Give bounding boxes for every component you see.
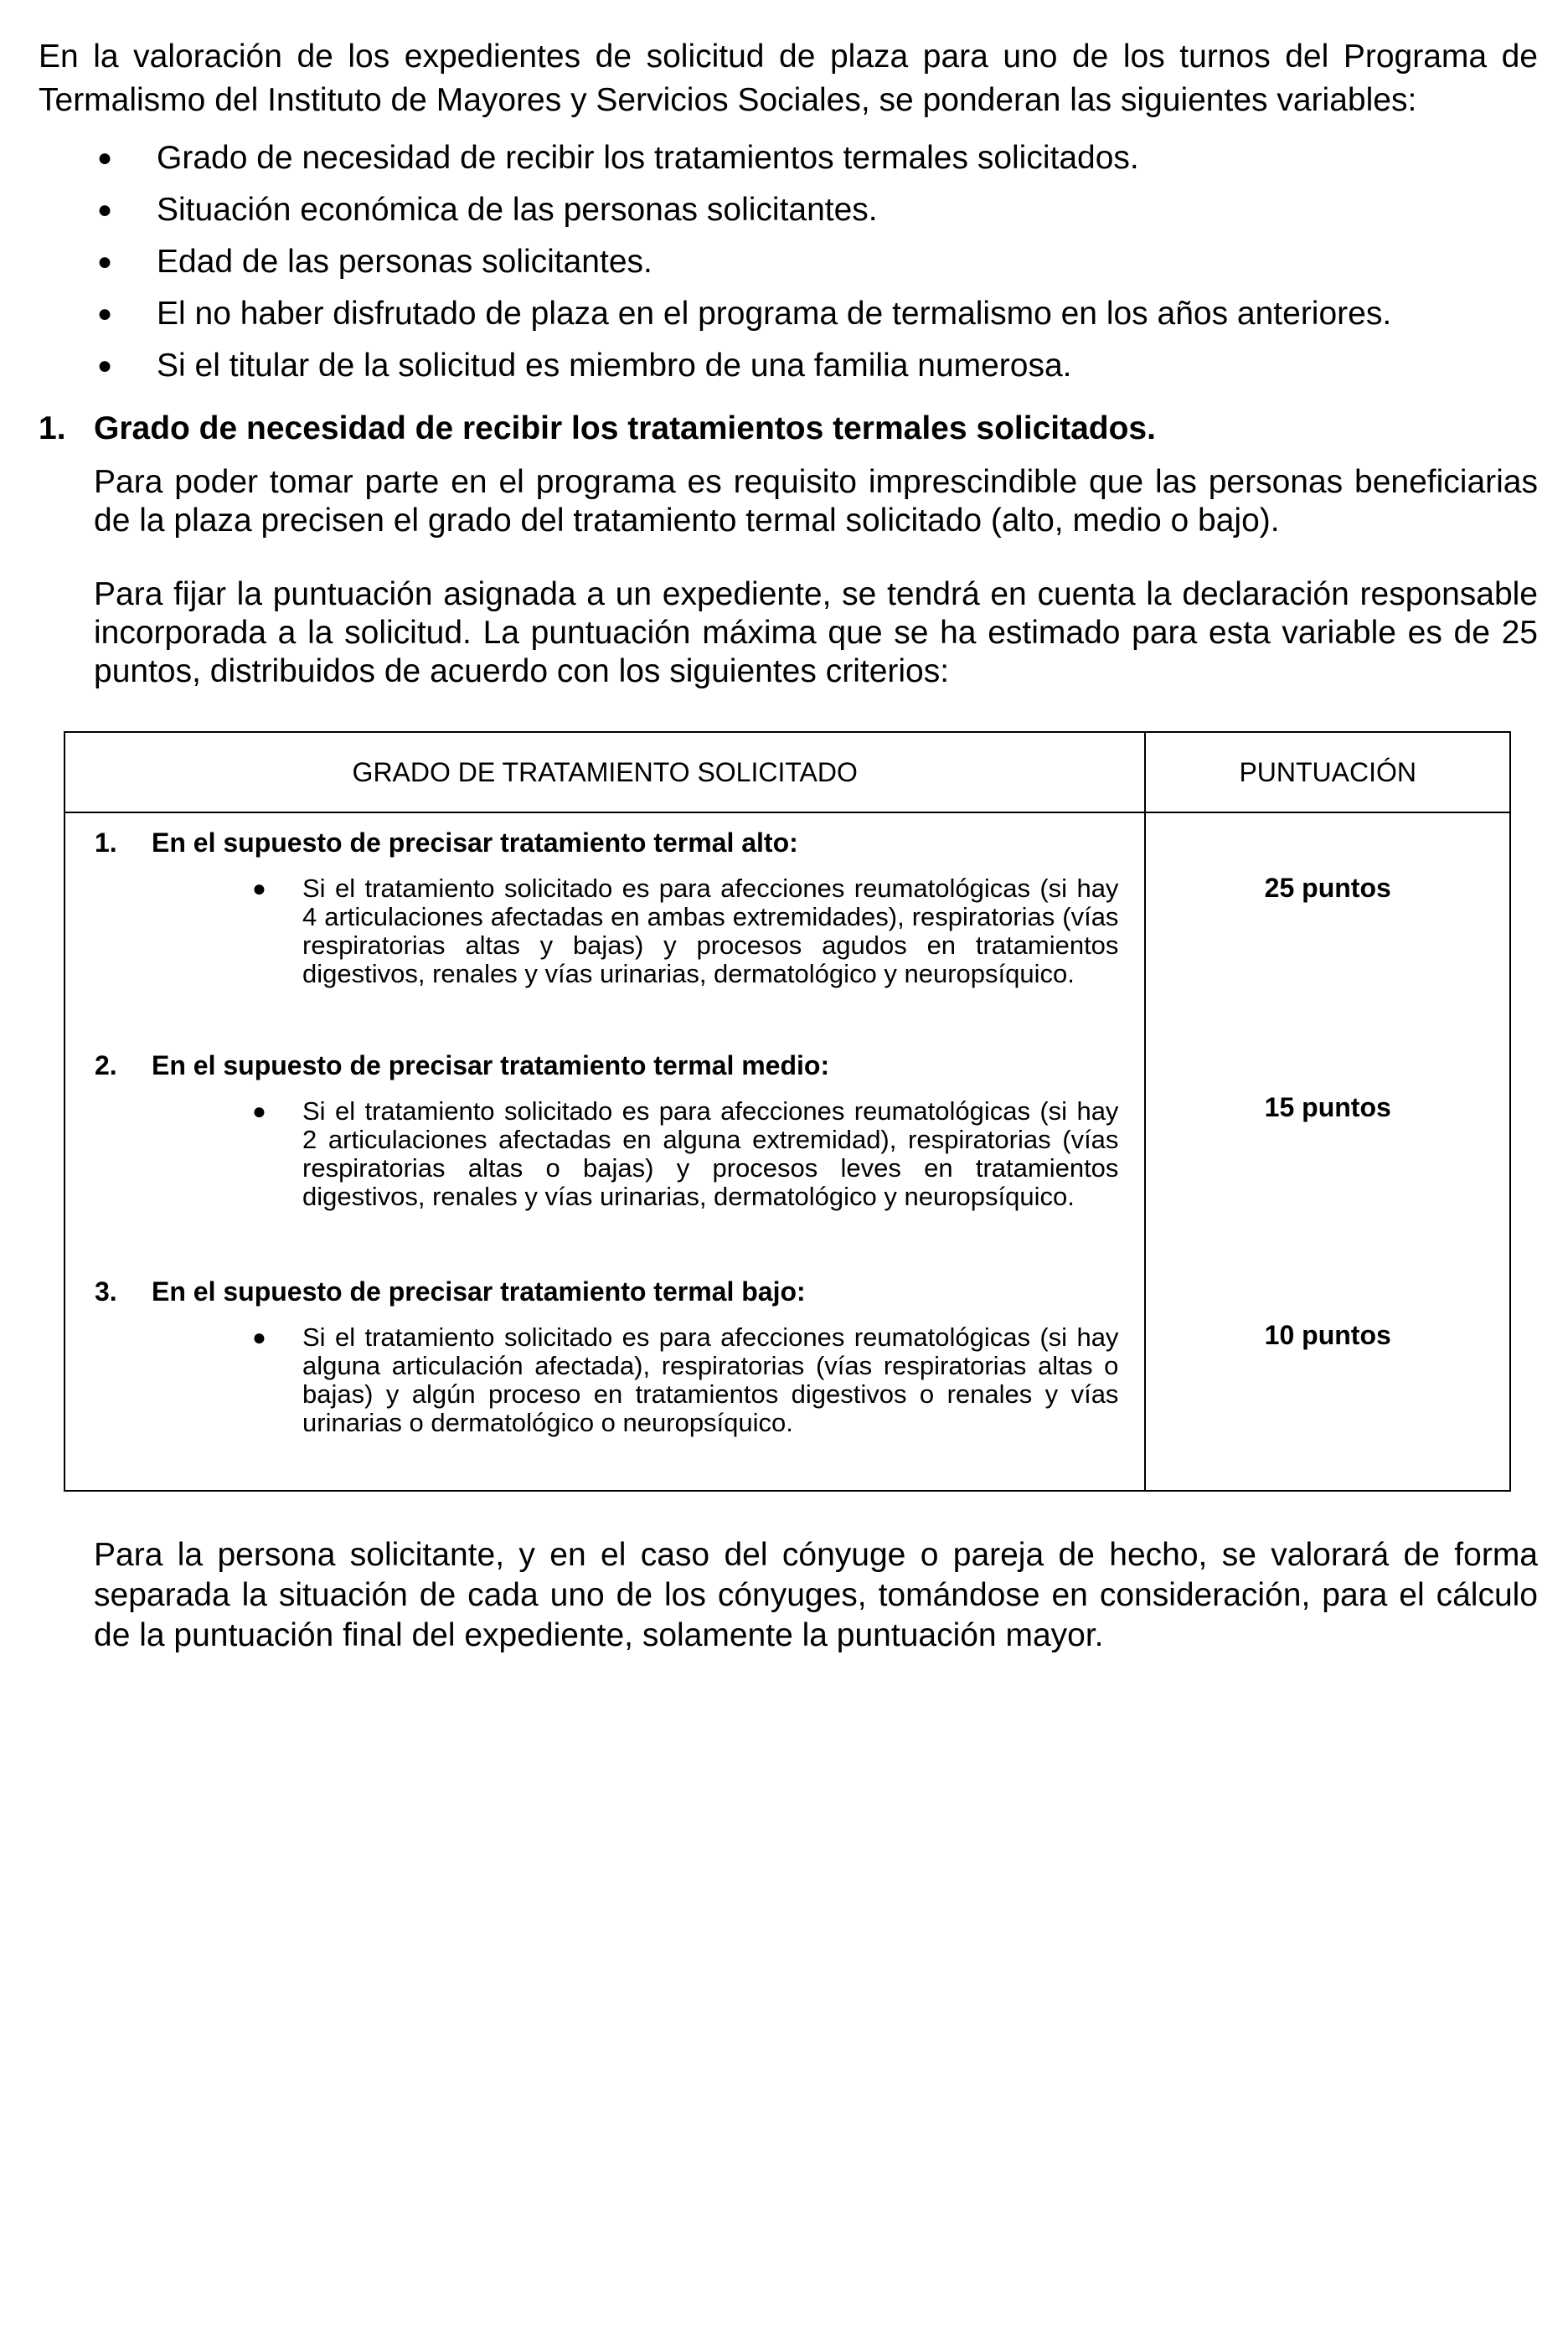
- item-description: ● Si el tratamiento solicitado es para afecciones reumatológicas (si hay alguna articulación afectada), respiratorias (vías respiratorias altas o bajas) y algún proceso en tratamientos digestivos o renales y vías urinarias o dermatológico o neuropsíquico.: [252, 1322, 1119, 1437]
- list-item: ● Grado de necesidad de recibir los tratamientos termales solicitados.: [97, 140, 1139, 176]
- bullet-icon: ●: [252, 875, 266, 901]
- header-grade: GRADO DE TRATAMIENTO SOLICITADO: [64, 732, 1145, 812]
- list-item: ● Si el titular de la solicitud es miembro de una familia numerosa.: [97, 348, 1072, 384]
- bullet-icon: ●: [97, 352, 113, 379]
- item-number: 3.: [95, 1276, 117, 1307]
- variables-list: [39, 139, 1538, 384]
- item-number: 2.: [95, 1050, 117, 1080]
- score-value: 10 puntos: [1264, 1320, 1391, 1350]
- grade-cell: [64, 1043, 1145, 1269]
- score-table: [64, 731, 1511, 1492]
- item-heading: [66, 1270, 1143, 1308]
- grade-cell: [64, 812, 1145, 1043]
- bullet-icon: ●: [252, 1098, 266, 1124]
- bullet-icon: ●: [97, 196, 113, 224]
- table-row: [64, 812, 1510, 1043]
- item-description: ● Si el tratamiento solicitado es para afecciones reumatológicas (si hay 2 articulaciones afectadas en alguna extremidad), respiratorias (vías respiratorias altas o bajas) y procesos leves en tratamientos digestivos, renales y vías urinarias, dermatológico y neuropsíquico.: [252, 1096, 1119, 1211]
- closing-paragraph: Para la persona solicitante, y en el caso del cónyuge o pareja de hecho, se valorará de forma separada la situación de cada uno de los cónyuges, tomándose en consideración, para el cálculo de la puntuación final del expediente, solamente la puntuación mayor.: [94, 1537, 1538, 1653]
- intro-paragraph: En la valoración de los expedientes de solicitud de plaza para uno de los turnos del Programa de Termalismo del Instituto de Mayores y Servicios Sociales, se ponderan las siguientes variables:: [39, 39, 1538, 118]
- bullet-icon: ●: [252, 1324, 266, 1350]
- item-heading: [66, 814, 1143, 859]
- score-cell: [1145, 1269, 1510, 1491]
- item-heading-text: En el supuesto de precisar tratamiento termal bajo:: [152, 1276, 806, 1307]
- list-item: ● Edad de las personas solicitantes.: [97, 244, 652, 280]
- list-item: ● El no haber disfrutado de plaza en el programa de termalismo en los años anteriores.: [97, 296, 1392, 332]
- item-heading-text: En el supuesto de precisar tratamiento termal medio:: [152, 1050, 830, 1080]
- score-value: 25 puntos: [1264, 873, 1391, 903]
- bullet-icon: ●: [97, 144, 113, 172]
- score-cell: [1145, 1043, 1510, 1269]
- bullet-icon: ●: [97, 300, 113, 327]
- section-paragraph-1: Para poder tomar parte en el programa es requisito imprescindible que las personas beneficiarias de la plaza precisen el grado del tratamiento termal solicitado (alto, medio o bajo).: [94, 464, 1538, 539]
- section-number: 1.: [39, 410, 66, 446]
- item-heading-text: En el supuesto de precisar tratamiento termal alto:: [152, 827, 798, 858]
- item-heading: [66, 1044, 1143, 1082]
- bullet-icon: ●: [97, 248, 113, 276]
- header-score: PUNTUACIÓN: [1145, 732, 1510, 812]
- score-value: 15 puntos: [1264, 1092, 1391, 1122]
- table-row: [64, 1269, 1510, 1491]
- list-item: ● Situación económica de las personas solicitantes.: [97, 192, 878, 228]
- table-row: [64, 1043, 1510, 1269]
- section-heading: [39, 408, 1538, 450]
- document-page: [39, 35, 1538, 1656]
- table-header-row: [64, 732, 1510, 812]
- score-cell: [1145, 812, 1510, 1043]
- section-title: Grado de necesidad de recibir los tratamientos termales solicitados.: [94, 410, 1156, 446]
- item-number: 1.: [95, 827, 117, 858]
- section-paragraph-2: Para fijar la puntuación asignada a un expediente, se tendrá en cuenta la declaración responsable incorporada a la solicitud. La puntuación máxima que se ha estimado para esta variable es de 25 puntos, distribuidos de acuerdo con los siguientes criterios:: [94, 576, 1538, 689]
- item-description: ● Si el tratamiento solicitado es para afecciones reumatológicas (si hay 4 articulaciones afectadas en ambas extremidades), respiratorias (vías respiratorias altas y bajas) y procesos agudos en tratamientos digestivos, renales y vías urinarias, dermatológico y neuropsíquico.: [252, 874, 1119, 988]
- grade-cell: [64, 1269, 1145, 1491]
